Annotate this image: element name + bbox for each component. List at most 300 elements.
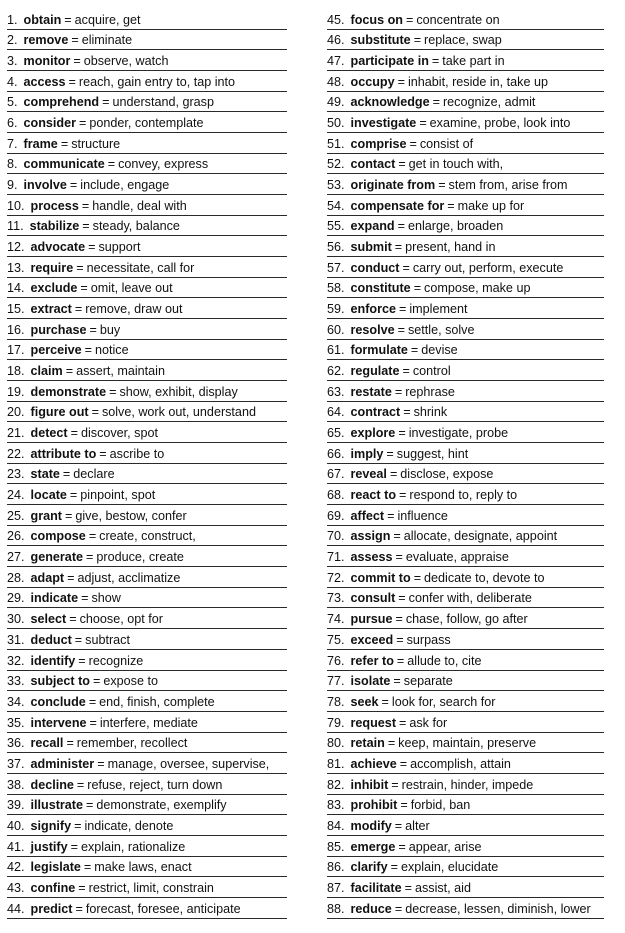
vocabulary-word: extract [30, 302, 72, 317]
vocabulary-word: indicate [30, 591, 79, 606]
synonyms: decrease, lessen, diminish, lower [405, 901, 591, 916]
synonyms: choose, opt for [79, 612, 163, 627]
synonyms: make up for [457, 198, 525, 213]
list-item [7, 30, 287, 51]
list-item [327, 526, 604, 547]
list-item [7, 795, 287, 816]
synonyms: recognize [88, 653, 144, 668]
left-column [7, 9, 287, 919]
synonyms: necessitate, call for [86, 260, 195, 275]
synonyms: indicate, denote [84, 818, 174, 833]
item-number: 52. [327, 157, 345, 172]
vocabulary-word: monitor [23, 54, 71, 69]
equals-sign: = [409, 136, 417, 151]
synonyms: end, finish, complete [99, 694, 215, 709]
synonyms: investigate, probe [408, 426, 509, 441]
equals-sign: = [89, 322, 97, 337]
synonyms: handle, deal with [92, 198, 187, 213]
equals-sign: = [64, 12, 72, 27]
item-number: 11. [7, 219, 24, 234]
item-number: 84. [327, 818, 345, 833]
vocabulary-word: justify [30, 839, 68, 854]
vocabulary-word: isolate [350, 674, 391, 689]
equals-sign: = [67, 570, 75, 585]
equals-sign: = [69, 178, 78, 193]
list-item [327, 402, 604, 423]
vocabulary-word: inhibit [350, 777, 389, 792]
equals-sign: = [69, 488, 78, 503]
synonyms: carry out, perform, execute [412, 260, 564, 275]
equals-sign: = [394, 901, 403, 916]
equals-sign: = [86, 798, 94, 813]
vocabulary-word: deduct [30, 632, 72, 647]
list-item [327, 753, 604, 774]
item-number: 65. [327, 426, 345, 441]
synonyms: produce, create [96, 550, 184, 565]
list-item [327, 9, 604, 30]
vocabulary-word: acknowledge [350, 95, 430, 110]
item-number: 79. [327, 715, 345, 730]
item-number: 74. [327, 612, 345, 627]
list-item [7, 278, 287, 299]
equals-sign: = [68, 74, 76, 89]
list-item [7, 546, 287, 567]
equals-sign: = [65, 508, 73, 523]
equals-sign: = [397, 219, 405, 234]
item-number: 42. [7, 860, 25, 875]
item-number: 26. [7, 529, 25, 544]
item-number: 28. [7, 570, 25, 585]
synonyms: devise [421, 343, 458, 358]
list-item [327, 381, 604, 402]
synonyms: allocate, designate, appoint [403, 529, 558, 544]
vocabulary-word: compensate for [350, 198, 445, 213]
list-item [327, 298, 604, 319]
list-item [7, 340, 287, 361]
equals-sign: = [78, 653, 86, 668]
synonyms: solve, work out, understand [101, 405, 256, 420]
list-item [327, 815, 604, 836]
equals-sign: = [387, 508, 395, 523]
item-number: 81. [327, 756, 345, 771]
synonyms: subtract [85, 632, 130, 647]
list-item [327, 50, 604, 71]
item-number: 8. [7, 157, 18, 172]
synonyms: interfere, mediate [99, 715, 198, 730]
item-number: 88. [327, 901, 345, 916]
item-number: 39. [7, 798, 25, 813]
equals-sign: = [82, 219, 90, 234]
equals-sign: = [84, 343, 92, 358]
vocabulary-word: communicate [23, 157, 105, 172]
list-item [7, 836, 287, 857]
list-item [327, 92, 604, 113]
list-item [7, 567, 287, 588]
equals-sign: = [80, 281, 88, 296]
equals-sign: = [410, 343, 419, 358]
item-number: 57. [327, 260, 345, 275]
list-item [327, 319, 604, 340]
equals-sign: = [102, 95, 110, 110]
synonyms: stem from, arise from [448, 178, 568, 193]
list-item [7, 629, 287, 650]
synonyms: notice [95, 343, 129, 358]
list-item [7, 257, 287, 278]
item-number: 13. [7, 260, 25, 275]
equals-sign: = [88, 694, 97, 709]
item-number: 85. [327, 839, 345, 854]
synonyms: evaluate, appraise [405, 550, 509, 565]
list-item [7, 319, 287, 340]
list-item [7, 9, 287, 30]
list-item [327, 898, 604, 919]
vocabulary-word: substitute [350, 33, 411, 48]
item-number: 14. [7, 281, 25, 296]
item-number: 75. [327, 632, 345, 647]
item-number: 70. [327, 529, 345, 544]
vocabulary-word: commit to [350, 570, 411, 585]
synonyms: forbid, ban [410, 798, 471, 813]
equals-sign: = [393, 674, 401, 689]
list-item [7, 650, 287, 671]
list-item [327, 650, 604, 671]
synonyms: remove, draw out [85, 302, 183, 317]
list-item [7, 608, 287, 629]
item-number: 53. [327, 178, 345, 193]
vocabulary-word: detect [30, 426, 68, 441]
equals-sign: = [69, 612, 77, 627]
item-number: 87. [327, 880, 345, 895]
vocabulary-word: occupy [350, 74, 395, 89]
item-number: 21. [7, 426, 25, 441]
vocabulary-word: recall [30, 736, 64, 751]
equals-sign: = [403, 405, 411, 420]
synonyms: observe, watch [83, 54, 169, 69]
item-number: 40. [7, 818, 25, 833]
list-item [327, 236, 604, 257]
list-item [7, 526, 287, 547]
equals-sign: = [74, 632, 83, 647]
vocabulary-word: constitute [350, 281, 411, 296]
equals-sign: = [107, 157, 116, 172]
vocabulary-word: comprehend [23, 95, 100, 110]
list-item [7, 877, 287, 898]
vocabulary-word: frame [23, 136, 58, 151]
item-number: 47. [327, 54, 345, 69]
synonyms: buy [99, 322, 121, 337]
vocabulary-word: contract [350, 405, 401, 420]
synonyms: surpass [406, 632, 451, 647]
vocabulary-word: submit [350, 240, 392, 255]
list-item [7, 712, 287, 733]
synonyms: assist, aid [414, 880, 471, 895]
equals-sign: = [70, 839, 78, 854]
synonyms: eliminate [81, 33, 133, 48]
list-item [7, 857, 287, 878]
item-number: 9. [7, 178, 18, 193]
item-number: 35. [7, 715, 25, 730]
vocabulary-word: seek [350, 694, 379, 709]
list-item [327, 505, 604, 526]
synonyms: control [412, 364, 451, 379]
list-item [7, 112, 287, 133]
equals-sign: = [81, 198, 90, 213]
vocabulary-word: restate [350, 384, 392, 399]
item-number: 62. [327, 364, 345, 379]
equals-sign: = [390, 860, 398, 875]
list-item [327, 484, 604, 505]
equals-sign: = [393, 529, 401, 544]
synonyms: chase, follow, go after [405, 612, 528, 627]
item-number: 51. [327, 136, 345, 151]
vocabulary-word: stabilize [29, 219, 80, 234]
equals-sign: = [62, 467, 71, 482]
vocabulary-word: illustrate [30, 798, 84, 813]
vocabulary-word: claim [30, 364, 63, 379]
synonyms: omit, leave out [90, 281, 173, 296]
equals-sign: = [398, 591, 406, 606]
vocabulary-word: imply [350, 446, 384, 461]
equals-sign: = [71, 33, 79, 48]
equals-sign: = [447, 198, 455, 213]
item-number: 29. [7, 591, 25, 606]
vocabulary-word: achieve [350, 756, 397, 771]
list-item [327, 340, 604, 361]
synonyms: show [91, 591, 121, 606]
equals-sign: = [381, 694, 389, 709]
item-number: 10. [7, 198, 25, 213]
vocabulary-word: administer [30, 756, 95, 771]
equals-sign: = [83, 860, 92, 875]
equals-sign: = [91, 405, 99, 420]
vocabulary-word: exceed [350, 632, 394, 647]
list-item [327, 733, 604, 754]
list-item [7, 216, 287, 237]
equals-sign: = [399, 715, 407, 730]
equals-sign: = [387, 736, 396, 751]
synonyms: rephrase [405, 384, 455, 399]
vocabulary-word: investigate [350, 116, 417, 131]
equals-sign: = [395, 550, 403, 565]
synonyms: enlarge, broaden [407, 219, 504, 234]
list-item [7, 422, 287, 443]
equals-sign: = [66, 736, 74, 751]
equals-sign: = [438, 178, 446, 193]
synonyms: show, exhibit, display [119, 384, 238, 399]
equals-sign: = [79, 116, 87, 131]
vocabulary-word: originate from [350, 178, 436, 193]
list-item [7, 92, 287, 113]
list-item [327, 464, 604, 485]
synonyms: declare [73, 467, 115, 482]
item-number: 77. [327, 674, 345, 689]
item-number: 27. [7, 550, 25, 565]
item-number: 64. [327, 405, 345, 420]
vocabulary-word: conclude [30, 694, 86, 709]
synonyms: pinpoint, spot [80, 488, 156, 503]
vocabulary-word: consider [23, 116, 77, 131]
list-item [327, 112, 604, 133]
synonyms: take part in [442, 54, 505, 69]
vocabulary-word: figure out [30, 405, 89, 420]
list-item [327, 195, 604, 216]
list-item [7, 733, 287, 754]
equals-sign: = [88, 529, 97, 544]
list-item [327, 257, 604, 278]
item-number: 36. [7, 736, 25, 751]
synonyms: keep, maintain, preserve [398, 736, 537, 751]
vocabulary-word: adapt [30, 570, 65, 585]
equals-sign: = [394, 384, 403, 399]
item-number: 20. [7, 405, 25, 420]
vocabulary-word: reveal [350, 467, 387, 482]
synonyms: reach, gain entry to, tap into [78, 74, 236, 89]
list-item [7, 50, 287, 71]
list-item [7, 898, 287, 919]
item-number: 63. [327, 384, 345, 399]
item-number: 4. [7, 74, 18, 89]
vocabulary-word: predict [30, 901, 73, 916]
synonyms: accomplish, attain [410, 756, 511, 771]
list-item [327, 629, 604, 650]
synonyms: structure [71, 136, 121, 151]
synonyms: allude to, cite [407, 653, 482, 668]
vocabulary-word: conduct [350, 260, 400, 275]
list-item [327, 567, 604, 588]
equals-sign: = [395, 612, 403, 627]
equals-sign: = [399, 756, 408, 771]
item-number: 73. [327, 591, 345, 606]
item-number: 67. [327, 467, 345, 482]
vocabulary-word: legislate [30, 860, 81, 875]
synonyms: restrain, hinder, impede [401, 777, 534, 792]
vocabulary-word: attribute to [30, 446, 97, 461]
item-number: 5. [7, 95, 18, 110]
equals-sign: = [396, 653, 405, 668]
list-item [327, 857, 604, 878]
vocabulary-word: resolve [350, 322, 395, 337]
item-number: 61. [327, 343, 345, 358]
list-item [7, 505, 287, 526]
synonyms: understand, grasp [112, 95, 214, 110]
synonyms: discover, spot [80, 426, 158, 441]
item-number: 12. [7, 240, 25, 255]
item-number: 60. [327, 322, 345, 337]
equals-sign: = [399, 302, 407, 317]
list-item [7, 174, 287, 195]
vocabulary-word: confine [30, 880, 76, 895]
list-item [7, 381, 287, 402]
item-number: 2. [7, 33, 18, 48]
equals-sign: = [397, 322, 405, 337]
equals-sign: = [394, 240, 403, 255]
vocabulary-word: facilitate [350, 880, 402, 895]
equals-sign: = [386, 446, 394, 461]
vocabulary-word: modify [350, 818, 392, 833]
item-number: 72. [327, 570, 345, 585]
list-item [7, 71, 287, 92]
equals-sign: = [70, 426, 78, 441]
item-number: 80. [327, 736, 345, 751]
item-number: 50. [327, 116, 345, 131]
synonyms: give, bestow, confer [75, 508, 187, 523]
list-item [327, 278, 604, 299]
synonyms: separate [403, 674, 453, 689]
synonyms: shrink [413, 405, 448, 420]
vocabulary-word: retain [350, 736, 385, 751]
item-number: 45. [327, 12, 345, 27]
item-number: 83. [327, 798, 345, 813]
synonyms: expose to [103, 674, 158, 689]
list-item [7, 298, 287, 319]
item-number: 15. [7, 302, 25, 317]
equals-sign: = [76, 260, 84, 275]
equals-sign: = [81, 591, 89, 606]
list-item [7, 195, 287, 216]
list-item [327, 71, 604, 92]
item-number: 82. [327, 777, 345, 792]
list-item [327, 712, 604, 733]
list-item [7, 236, 287, 257]
equals-sign: = [398, 839, 406, 854]
synonyms: suggest, hint [396, 446, 469, 461]
list-item [7, 774, 287, 795]
list-item [327, 360, 604, 381]
synonyms: forecast, foresee, anticipate [85, 901, 241, 916]
item-number: 25. [7, 508, 25, 523]
synonyms: support [98, 240, 141, 255]
item-number: 78. [327, 694, 345, 709]
list-item [7, 464, 287, 485]
equals-sign: = [391, 777, 399, 792]
synonyms: remember, recollect [76, 736, 188, 751]
synonyms: respond to, reply to [409, 488, 518, 503]
item-number: 16. [7, 322, 25, 337]
item-number: 37. [7, 756, 25, 771]
item-number: 19. [7, 384, 25, 399]
list-item [327, 608, 604, 629]
item-number: 49. [327, 95, 345, 110]
vocabulary-word: select [30, 612, 67, 627]
vocabulary-word: affect [350, 508, 385, 523]
equals-sign: = [86, 550, 94, 565]
item-number: 18. [7, 364, 25, 379]
vocabulary-word: assign [350, 529, 391, 544]
item-number: 69. [327, 508, 345, 523]
equals-sign: = [93, 674, 101, 689]
synonyms: adjust, acclimatize [77, 570, 181, 585]
list-item [327, 671, 604, 692]
list-item [7, 588, 287, 609]
synonyms: confer with, deliberate [408, 591, 532, 606]
list-item [7, 133, 287, 154]
list-item [327, 546, 604, 567]
item-number: 24. [7, 488, 25, 503]
synonyms: ascribe to [109, 446, 165, 461]
equals-sign: = [396, 632, 404, 647]
item-number: 6. [7, 116, 18, 131]
item-number: 3. [7, 54, 18, 69]
equals-sign: = [75, 901, 83, 916]
item-number: 44. [7, 901, 25, 916]
list-item [7, 484, 287, 505]
equals-sign: = [402, 260, 410, 275]
item-number: 71. [327, 550, 345, 565]
equals-sign: = [97, 756, 105, 771]
equals-sign: = [74, 818, 82, 833]
synonyms: examine, probe, look into [429, 116, 571, 131]
item-number: 34. [7, 694, 25, 709]
